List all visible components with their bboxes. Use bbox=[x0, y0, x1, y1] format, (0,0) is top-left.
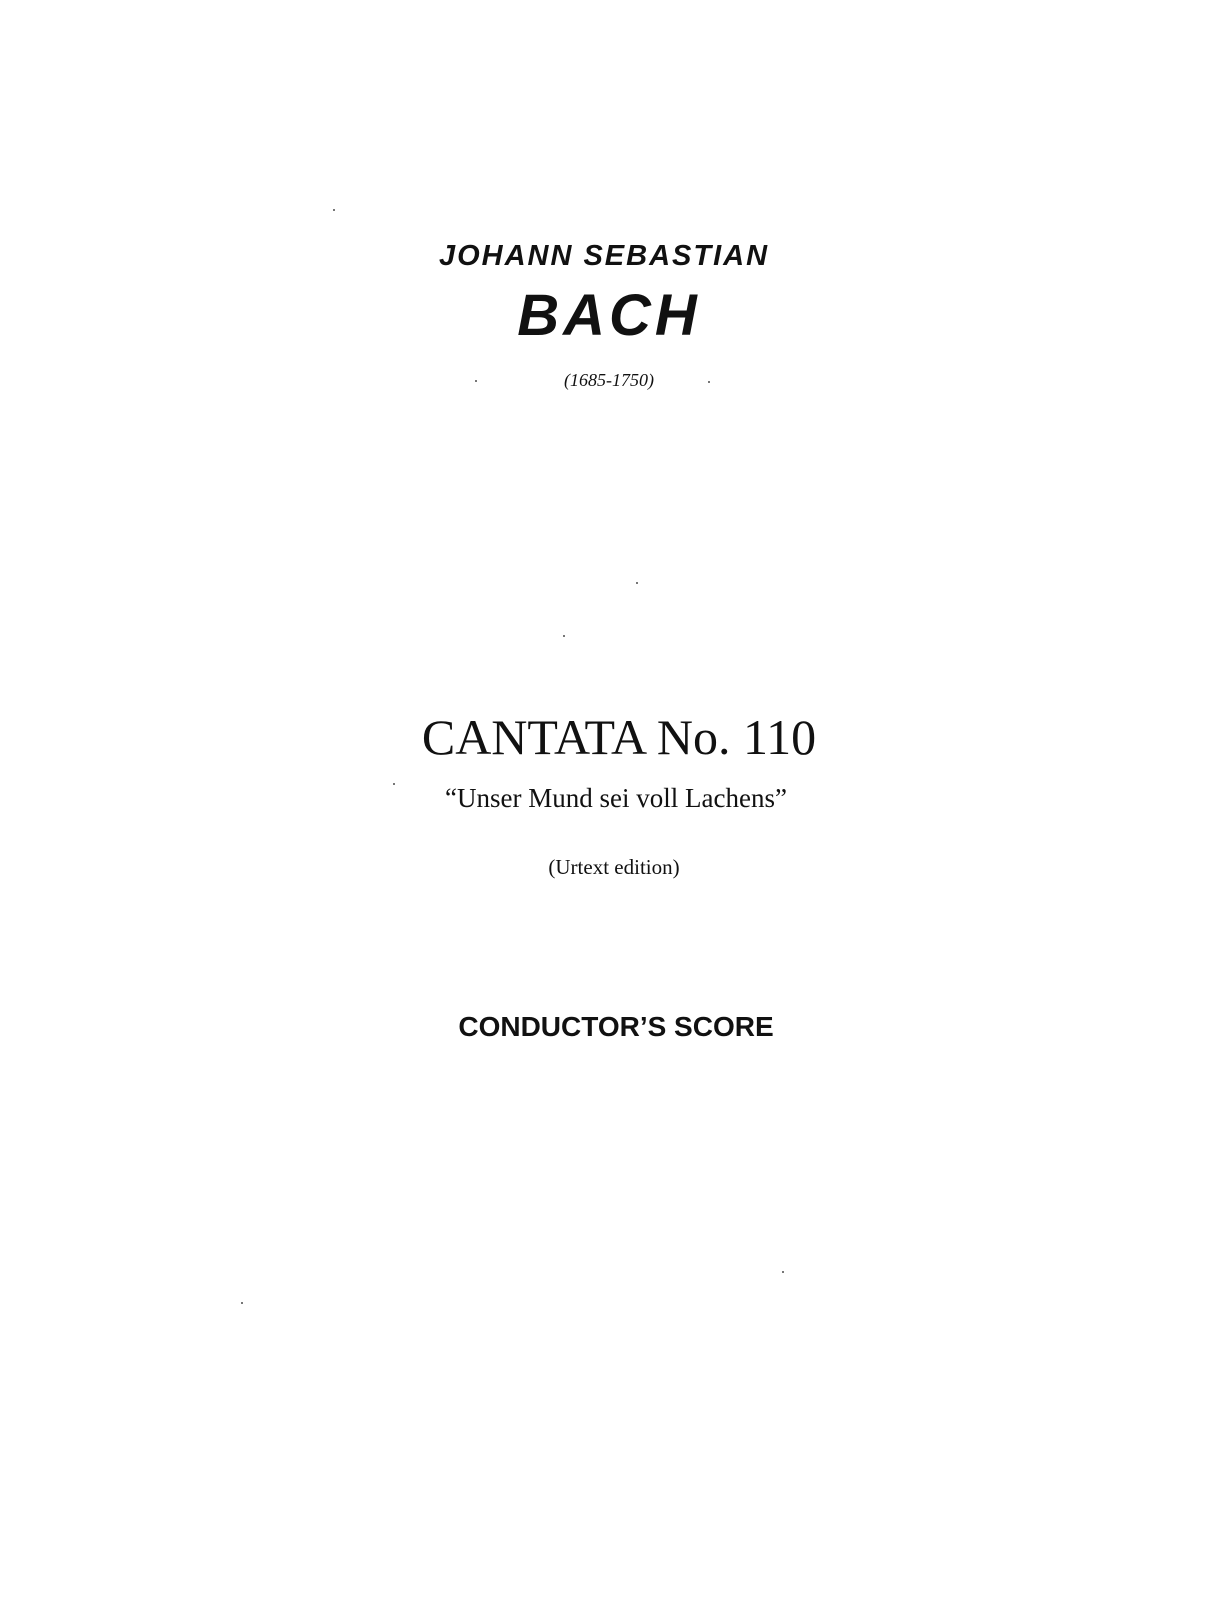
scan-speck bbox=[782, 1271, 784, 1273]
scan-speck bbox=[636, 582, 638, 584]
work-subtitle: “Unser Mund sei voll Lachens” bbox=[445, 783, 787, 813]
scan-speck bbox=[393, 783, 395, 785]
scan-speck bbox=[333, 209, 335, 211]
edition-note: (Urtext edition) bbox=[548, 855, 680, 879]
composer-dates: (1685-1750) bbox=[564, 370, 654, 390]
composer-first-names: JOHANN SEBASTIAN bbox=[438, 240, 770, 272]
scan-speck bbox=[475, 380, 477, 382]
composer-last-name: BACH bbox=[517, 283, 701, 348]
scan-speck bbox=[241, 1302, 243, 1304]
work-title: CANTATA No. 110 bbox=[421, 709, 817, 765]
scan-speck bbox=[563, 635, 565, 637]
score-type: CONDUCTOR’S SCORE bbox=[458, 1011, 774, 1042]
scan-speck bbox=[708, 381, 710, 383]
